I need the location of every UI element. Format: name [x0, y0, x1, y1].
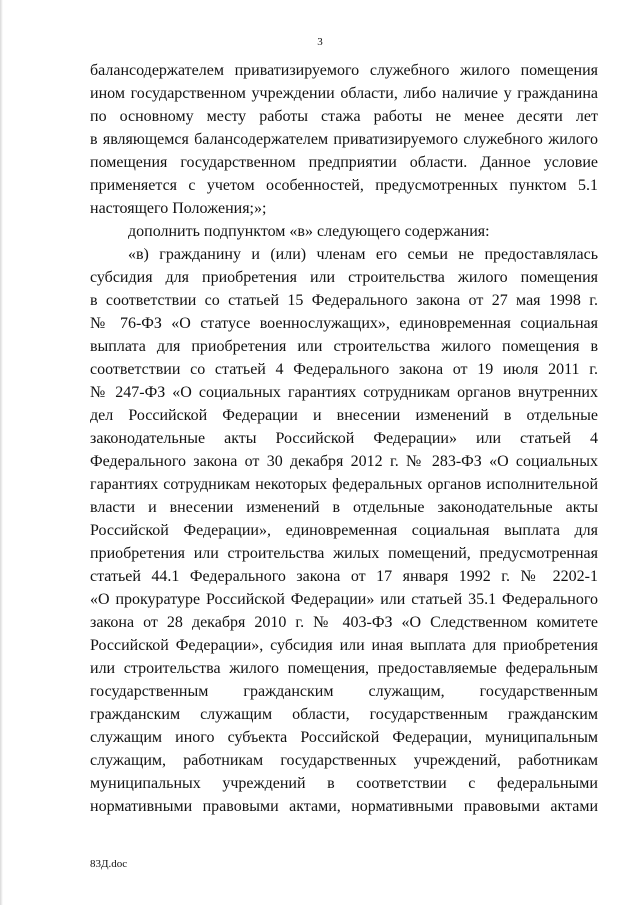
text-line: помещения государственном предприятии области. Данное условие — [90, 154, 598, 171]
text-line: субсидия для приобретения или строительства жилого помещения — [90, 269, 598, 286]
text-line: приобретения или строительства жилых помещений, предусмотренная — [90, 545, 598, 562]
text-line: государственным гражданским служащим, государственным — [90, 683, 598, 700]
page-number: 3 — [317, 36, 323, 48]
text-line: балансодержателем приватизируемого служебного жилого помещения — [90, 62, 598, 79]
footer-filename: 83Д.doc — [90, 858, 128, 870]
text-line: Российской Федерации», единовременная социальная выплата для — [90, 522, 598, 539]
text-line: власти и внесении изменений в отдельные законодательные акты — [90, 499, 598, 516]
text-line: муниципальных учреждений в соответствии с федеральными — [90, 775, 598, 792]
text-line: законодательные акты Российской Федерации» или статьей 4 — [90, 430, 598, 447]
text-line: № 76-ФЗ «О статусе военнослужащих», единовременная социальная — [90, 315, 598, 332]
text-line: дополнить подпунктом «в» следующего содержания: — [128, 223, 490, 240]
text-line: по основному месту работы стажа работы не менее десяти лет — [90, 108, 598, 125]
text-line: соответствии со статьей 4 Федерального закона от 19 июля 2011 г. — [90, 361, 598, 378]
text-line: ином государственном учреждении области, либо наличие у гражданина — [90, 85, 598, 102]
text-line: нормативными правовыми актами, нормативными правовыми актами — [90, 798, 598, 815]
text-line: настоящего Положения;»; — [90, 200, 267, 217]
text-line: в соответствии со статьей 15 Федерального закона от 27 мая 1998 г. — [90, 292, 598, 309]
text-line: гражданским служащим области, государственным гражданским — [90, 706, 598, 723]
text-line: дел Российской Федерации и внесении изменений в отдельные — [90, 407, 598, 424]
text-line: Российской Федерации», субсидия или иная выплата для приобретения — [90, 637, 598, 654]
text-line: служащим иного субъекта Российской Федерации, муниципальным — [90, 729, 598, 746]
text-line: статьей 44.1 Федерального закона от 17 января 1992 г. № 2202-1 — [90, 568, 598, 585]
text-line: «О прокуратуре Российской Федерации» или статьей 35.1 Федерального — [90, 591, 598, 608]
text-line: закона от 28 декабря 2010 г. № 403-ФЗ «О Следственном комитете — [90, 614, 598, 631]
text-line: «в) гражданину и (или) членам его семьи не предоставлялась — [128, 246, 598, 263]
text-line: применяется с учетом особенностей, предусмотренных пунктом 5.1 — [90, 177, 598, 194]
text-line: в являющемся балансодержателем приватизируемого служебного жилого — [90, 131, 598, 148]
text-line: служащим, работникам государственных учреждений, работникам — [90, 752, 598, 769]
text-line: № 247-ФЗ «О социальных гарантиях сотрудникам органов внутренних — [90, 384, 598, 401]
text-line: Федерального закона от 30 декабря 2012 г. № 283-ФЗ «О социальных — [90, 453, 598, 470]
text-line: гарантиях сотрудникам некоторых федеральных органов исполнительной — [90, 476, 598, 493]
text-line: или строительства жилого помещения, предоставляемые федеральным — [90, 660, 598, 677]
scan-edge-shadow — [0, 0, 3, 905]
text-line: выплата для приобретения или строительства жилого помещения в — [90, 338, 598, 355]
